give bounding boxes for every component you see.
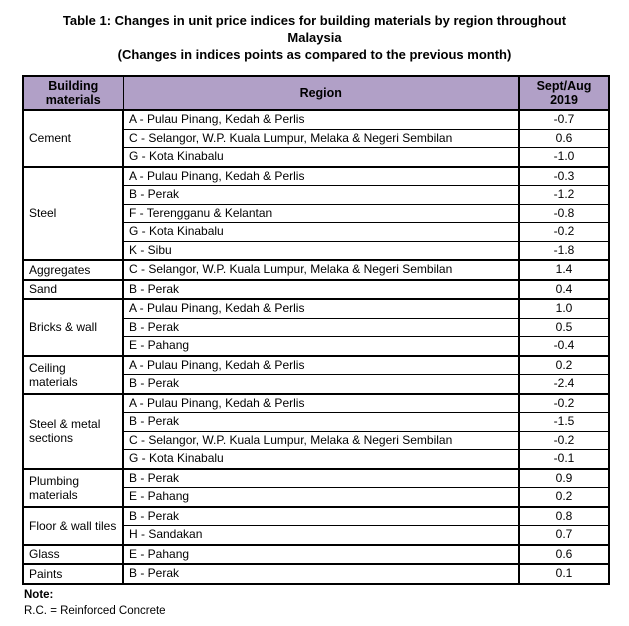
value-cell: 1.0 — [519, 299, 609, 318]
header-region: Region — [123, 76, 519, 110]
material-cell: Floor & wall tiles — [23, 507, 123, 545]
value-cell: 0.6 — [519, 129, 609, 148]
value-cell: -1.5 — [519, 413, 609, 432]
value-cell: -0.1 — [519, 450, 609, 469]
value-cell: 0.4 — [519, 280, 609, 300]
value-cell: -0.3 — [519, 167, 609, 186]
region-cell: E - Pahang — [123, 545, 519, 565]
table-row — [23, 167, 609, 186]
value-cell: 0.5 — [519, 318, 609, 337]
region-cell: B - Perak — [123, 186, 519, 205]
value-cell: -1.8 — [519, 241, 609, 260]
region-cell: A - Pulau Pinang, Kedah & Perlis — [123, 394, 519, 413]
material-cell: Paints — [23, 564, 123, 584]
value-cell: 0.2 — [519, 356, 609, 375]
region-cell: B - Perak — [123, 280, 519, 300]
region-cell: B - Perak — [123, 469, 519, 488]
header-sept-aug-2019: Sept/Aug 2019 — [519, 76, 609, 110]
table-row — [23, 564, 609, 584]
price-indices-table — [22, 75, 610, 585]
region-cell: G - Kota Kinabalu — [123, 450, 519, 469]
note-text: R.C. = Reinforced Concrete — [24, 605, 166, 617]
value-cell: -0.4 — [519, 337, 609, 356]
table-row — [23, 545, 609, 565]
value-cell: -1.0 — [519, 148, 609, 167]
value-cell: 0.1 — [519, 564, 609, 584]
region-cell: B - Perak — [123, 318, 519, 337]
table-row — [23, 110, 609, 129]
material-cell: Sand — [23, 280, 123, 300]
material-cell: Plumbing materials — [23, 469, 123, 507]
table-subtitle: (Changes in indices points as compared to the previous month) — [117, 47, 512, 62]
region-cell: G - Kota Kinabalu — [123, 148, 519, 167]
region-cell: C - Selangor, W.P. Kuala Lumpur, Melaka & Negeri Sembilan — [123, 260, 519, 280]
note-block — [24, 587, 166, 619]
value-cell: 0.7 — [519, 526, 609, 545]
region-cell: B - Perak — [123, 375, 519, 394]
region-cell: A - Pulau Pinang, Kedah & Perlis — [123, 299, 519, 318]
material-cell: Glass — [23, 545, 123, 565]
region-cell: K - Sibu — [123, 241, 519, 260]
table-header — [23, 76, 609, 110]
region-cell: B - Perak — [123, 413, 519, 432]
table-body — [23, 110, 609, 584]
material-cell: Steel & metal sections — [23, 394, 123, 469]
material-cell: Aggregates — [23, 260, 123, 280]
region-cell: B - Perak — [123, 564, 519, 584]
note-label: Note: — [24, 589, 54, 601]
value-cell: -0.2 — [519, 431, 609, 450]
table-row — [23, 260, 609, 280]
header-building-materials: Building materials — [23, 76, 123, 110]
value-cell: -0.2 — [519, 394, 609, 413]
table-row — [23, 507, 609, 526]
value-cell: -1.2 — [519, 186, 609, 205]
table-title-line1: Table 1: Changes in unit price indices for building materials by region throughout — [62, 13, 567, 28]
region-cell: F - Terengganu & Kelantan — [123, 204, 519, 223]
material-cell: Cement — [23, 110, 123, 167]
value-cell: 0.2 — [519, 488, 609, 507]
value-cell: -0.2 — [519, 223, 609, 242]
value-cell: 0.9 — [519, 469, 609, 488]
region-cell: A - Pulau Pinang, Kedah & Perlis — [123, 110, 519, 129]
value-cell: 1.4 — [519, 260, 609, 280]
value-cell: 0.8 — [519, 507, 609, 526]
value-cell: 0.6 — [519, 545, 609, 565]
region-cell: B - Perak — [123, 507, 519, 526]
table-row — [23, 394, 609, 413]
table-row — [23, 280, 609, 300]
region-cell: A - Pulau Pinang, Kedah & Perlis — [123, 356, 519, 375]
region-cell: G - Kota Kinabalu — [123, 223, 519, 242]
table-row — [23, 469, 609, 488]
header-row — [23, 76, 609, 110]
table-title — [0, 12, 629, 63]
value-cell: -0.8 — [519, 204, 609, 223]
material-cell: Steel — [23, 167, 123, 261]
value-cell: -0.7 — [519, 110, 609, 129]
material-cell: Bricks & wall — [23, 299, 123, 356]
table-row — [23, 356, 609, 375]
table-row — [23, 299, 609, 318]
region-cell: C - Selangor, W.P. Kuala Lumpur, Melaka & Negeri Sembilan — [123, 431, 519, 450]
region-cell: E - Pahang — [123, 337, 519, 356]
region-cell: E - Pahang — [123, 488, 519, 507]
region-cell: H - Sandakan — [123, 526, 519, 545]
value-cell: -2.4 — [519, 375, 609, 394]
region-cell: A - Pulau Pinang, Kedah & Perlis — [123, 167, 519, 186]
region-cell: C - Selangor, W.P. Kuala Lumpur, Melaka & Negeri Sembilan — [123, 129, 519, 148]
material-cell: Ceiling materials — [23, 356, 123, 394]
table-title-line2: Malaysia — [287, 30, 342, 45]
